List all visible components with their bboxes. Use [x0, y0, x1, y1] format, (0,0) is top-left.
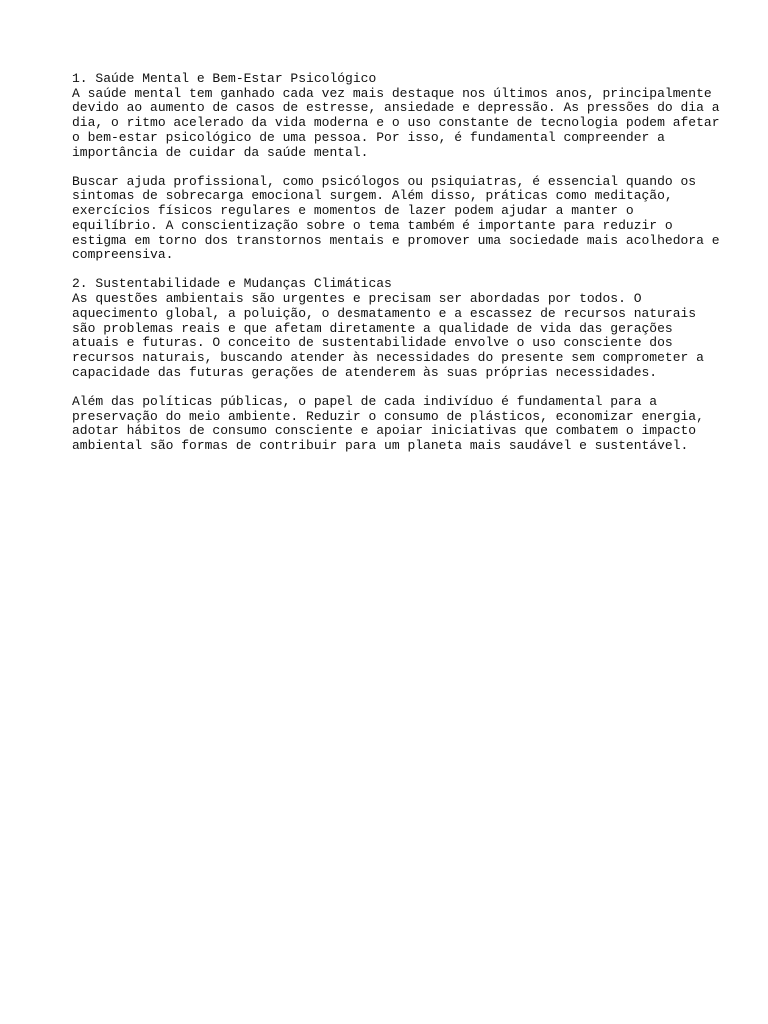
paragraph-gap: [72, 263, 712, 278]
paragraph-sustainability-individual: Além das políticas públicas, o papel de cada indivíduo é fundamental para a preservação do meio ambiente. Reduzir o consumo de plásticos, economizar energia, adotar hábitos de consumo consciente e apoiar iniciativas que combatem o impacto ambiental são formas de contribuir para um planeta mais saudável e sustentável.: [72, 393, 704, 453]
document-page: [72, 71, 720, 454]
paragraph-gap: [72, 160, 712, 175]
paragraph-mental-health-help: Buscar ajuda profissional, como psicólogos ou psiquiatras, é essencial quando os sintomas de sobrecarga emocional surgem. Além disso, práticas como meditação, exercícios físicos regulares e momentos de lazer podem ajudar a manter o equilíbrio. A conscientização sobre o tema também é importante para reduzir o estigma em torno dos transtornos mentais e promover uma sociedade mais acolhedora e compreensiva.: [72, 173, 720, 263]
paragraph-gap: [72, 380, 712, 395]
section-heading-mental-health: 1. Saúde Mental e Bem-Estar Psicológico: [72, 71, 377, 86]
section-heading-sustainability: 2. Sustentabilidade e Mudanças Climáticas: [72, 276, 392, 292]
paragraph-sustainability-intro: As questões ambientais são urgentes e precisam ser abordadas por todos. O aquecimento global, a poluição, o desmatamento e a escassez de recursos naturais são problemas reais e que afetam diretamente a qualidade de vida das gerações atuais e futuras. O conceito de sustentabilidade envolve o uso consciente dos recursos naturais, buscando atender às necessidades do presente sem comprometer a capacidade das futuras gerações de atenderem às suas próprias necessidades.: [72, 291, 704, 380]
paragraph-mental-health-intro: A saúde mental tem ganhado cada vez mais destaque nos últimos anos, principalmente devido ao aumento de casos de estresse, ansiedade e depressão. As pressões do dia a dia, o ritmo acelerado da vida moderna e o uso constante de tecnologia podem afetar o bem-estar psicológico de uma pessoa. Por isso, é fundamental compreender a importância de cuidar da saúde mental.: [72, 85, 720, 160]
